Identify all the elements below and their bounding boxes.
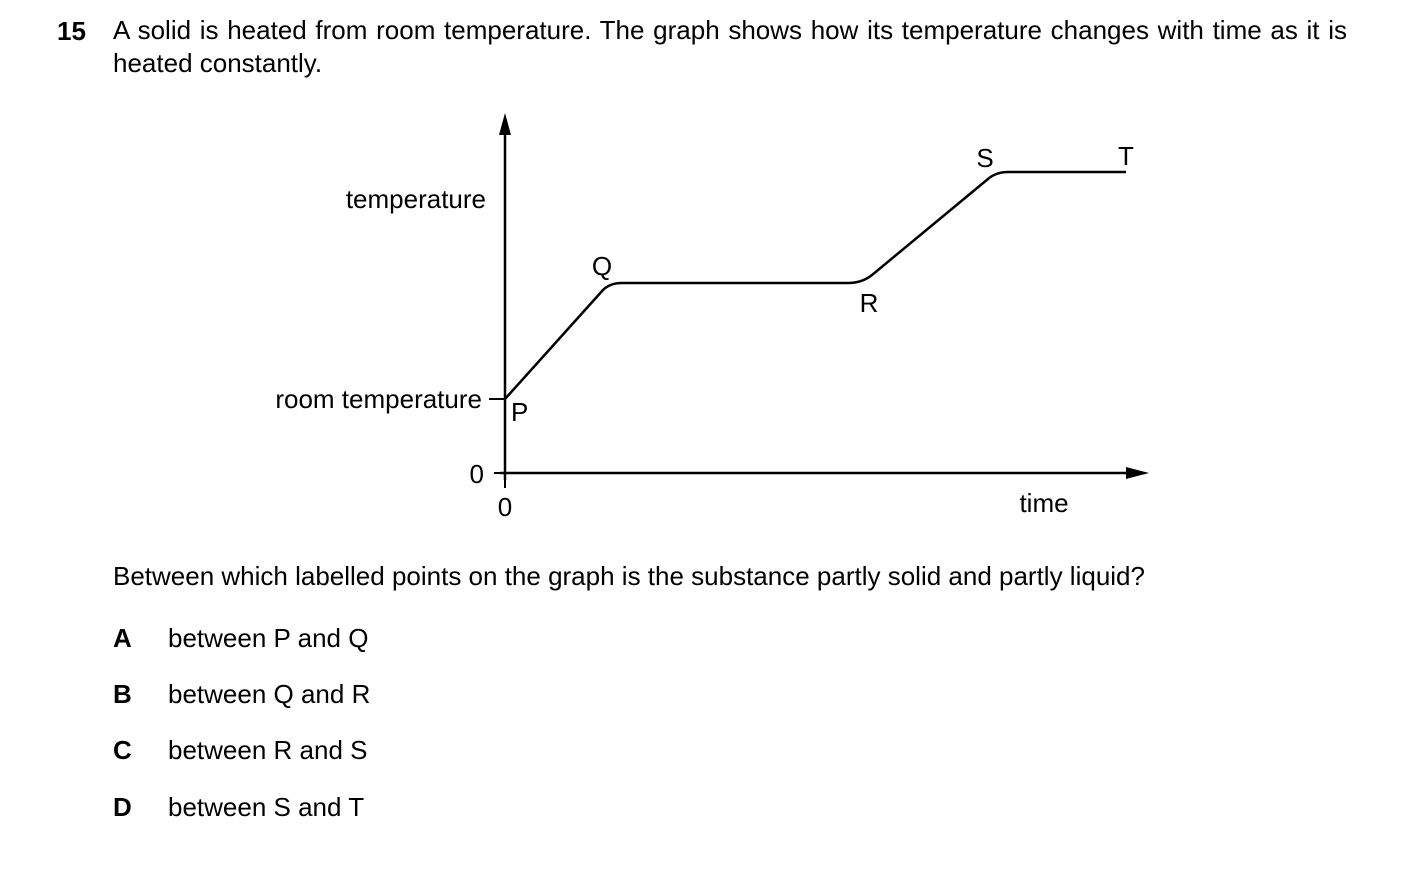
- y-axis-arrowhead: [499, 113, 511, 135]
- question-prompt: Between which labelled points on the graph is the substance partly solid and partly liquid?: [113, 561, 1145, 591]
- option-text: between R and S: [168, 735, 368, 765]
- option-text: between P and Q: [168, 623, 369, 653]
- point-label-s: S: [976, 143, 994, 173]
- point-label-p: P: [511, 397, 529, 427]
- question-number: 15: [57, 16, 86, 46]
- option-letter: D: [113, 792, 132, 822]
- y-origin-label: 0: [469, 459, 484, 489]
- heating-curve: [505, 172, 1126, 399]
- point-label-q: Q: [591, 251, 613, 281]
- option-letter: C: [113, 735, 132, 765]
- point-label-r: R: [859, 288, 879, 318]
- y-axis-label: temperature: [345, 184, 486, 214]
- x-origin-label: 0: [497, 492, 513, 522]
- room-temperature-label: room temperature: [275, 384, 482, 414]
- option-letter: A: [113, 623, 132, 653]
- x-axis-arrowhead: [1126, 467, 1149, 479]
- option-letter: B: [113, 679, 132, 709]
- option-text: between S and T: [168, 792, 365, 822]
- option-text: between Q and R: [168, 679, 371, 709]
- point-label-t: T: [1118, 141, 1134, 171]
- question-stem: A solid is heated from room temperature. The graph shows how its temperature changes with time as it is heated constantly.: [113, 15, 1347, 78]
- x-axis-label: time: [1019, 488, 1069, 518]
